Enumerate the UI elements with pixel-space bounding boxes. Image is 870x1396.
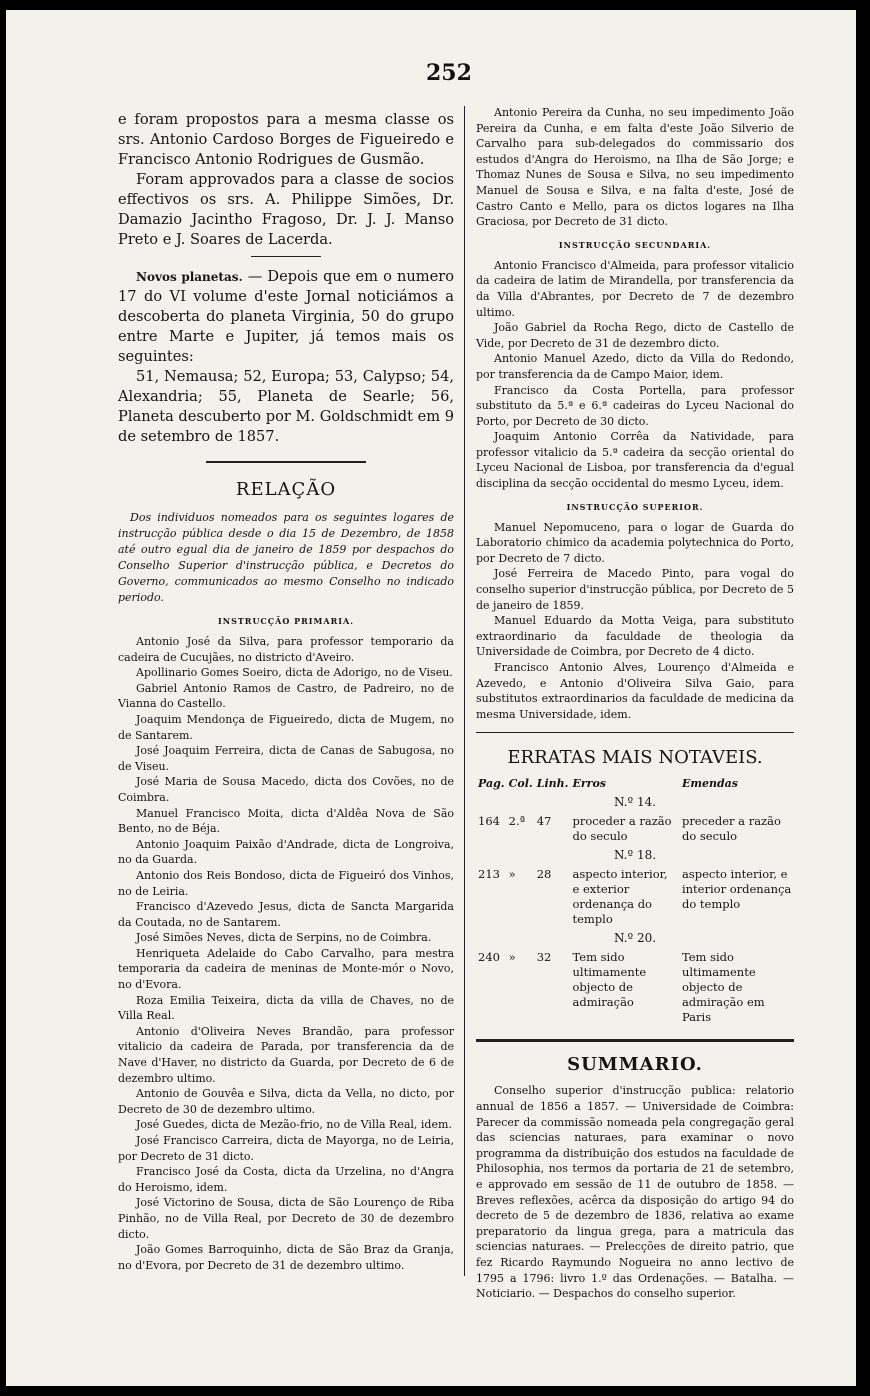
list-item: Apollinario Gomes Soeiro, dicta de Adorigo, no de Viseu. [136,666,453,680]
list-item: Joaquim Mendonça de Figueiredo, dicta de Mugem, no de Santarem. [118,712,454,742]
col-header-emendas: Emendas [681,777,738,791]
col-header-linh: Linh. [536,777,569,791]
list-item: João Gomes Barroquinho, dicta de São Braz da Granja, no d'Evora, por Decreto de 31 de dezembro ultimo. [118,1243,454,1272]
cell-col: » [508,867,516,882]
list-item: José Ferreira de Macedo Pinto, para vogal do conselho superior d'instrucção pública, por Decreto de 5 de janeiro de 1859. [476,567,794,612]
list-item: José Guedes, dicta de Mezão-frio, no de Villa Real, idem. [136,1118,452,1132]
list-item: João Gabriel da Rocha Rego, dicto de Castello de Vide, por Decreto de 31 de dezembro dicto. [476,321,794,350]
secundaria-list [476,258,794,492]
list-item: Manuel Eduardo da Motta Veiga, para substituto extraordinario da faculdade de theologia da Universidade de Coimbra, por Decreto de 4 dicto. [476,614,794,659]
list-item: José Joaquim Ferreira, dicta de Canas de Sabugosa, no de Viseu. [118,744,454,773]
list-item: José Victorino de Sousa, dicta de São Lourenço de Riba Pinhão, no de Villa Real, por Decreto de 30 de dezembro dicto. [118,1196,454,1241]
list-item: Antonio Joaquim Paixão d'Andrade, dicta de Longroiva, no da Guarda. [118,837,454,867]
list-item: Antonio d'Oliveira Neves Brandão, para professor vitalicio da cadeira de Parada, por transferencia da de Nave d'Haver, no districto da Guarda, por Decreto de 6 de dezembro ultimo. [118,1024,454,1085]
list-item: Antonio de Gouvêa e Silva, dicta da Vella, no dicto, por Decreto de 30 de dezembro ultimo. [118,1087,454,1116]
novos-planetas-heading: Novos planetas. [136,270,243,284]
superior-list [476,520,794,723]
col-header-erros: Erros [572,777,606,791]
col-header-col: Col. [508,777,533,791]
paragraph-planets [118,267,454,367]
list-item: Joaquim Antonio Corrêa da Natividade, para professor vitalicio da 5.ª cadeira da secção oriental do Lyceu Nacional de Lisboa, por transferencia da d'egual disciplina da secção occidental do mesmo Lyceu, idem. [476,430,794,491]
superior-heading: INSTRUCÇÃO SUPERIOR. [566,501,704,512]
list-item: José Francisco Carreira, dicta de Mayorga, no de Leiria, por Decreto de 31 dicto. [118,1134,454,1163]
erratas-table [476,774,794,1027]
table-row [476,948,794,1027]
list-item: Francisco da Costa Portella, para professor substituto da 5.ª e 6.ª cadeiras do Lyceu Nacional do Porto, por Decreto de 30 dicto. [476,383,794,428]
thick-rule [476,1039,794,1042]
subdelegados-entry: Antonio Pereira da Cunha, no seu impedimento João Pereira da Cunha, e em falta d'este João Silverio de Carvalho para sub-delegados do commissario dos estudos d'Angra do Heroismo, na Ilha de São Jorge; e Thomaz Nunes de Sousa e Silva, no seu impedimento Manuel de Sousa e Silva, e na falta d'este, José de Castro Canto e Mello, para os dictos logares na Ilha Graciosa, por Decreto de 31 dicto. [476,106,794,229]
cell-pag: 213 [478,867,500,882]
primaria-heading: INSTRUCÇÃO PRIMARIA. [218,616,354,626]
erratas-body [476,793,794,1027]
list-item: Manuel Francisco Moita, dicta d'Aldêa Nova de São Bento, no de Béja. [118,806,454,836]
cell-linh: 47 [536,814,552,829]
right-column [476,105,794,1302]
planet-list: 51, Nemausa; 52, Europa; 53, Calypso; 54, Alexandria; 55, Planeta de Searle; 56, Planeta descuberto por M. Goldschmidt em 9 de setembro de 1857. [118,368,454,445]
column-divider [464,106,465,1276]
page-number: 252 [426,60,472,86]
paragraph-approvals: Foram approvados para a classe de socios effectivos os srs. A. Philippe Simões, Dr. Damazio Jacintho Fragoso, Dr. J. J. Manso Preto e J. Soares de Lacerda. [118,171,454,248]
cell-col: 2.ª [508,814,526,829]
paragraph-proposals: e foram propostos para a mesma classe os srs. Antonio Cardoso Borges de Figueiredo e Francisco Antonio Rodrigues de Gusmão. [118,111,454,168]
journal-number: N.º 14. [613,795,657,810]
list-item: Antonio José da Silva, para professor temporario da cadeira de Cucujães, no districto d'Aveiro. [118,635,454,664]
list-item: José Maria de Sousa Macedo, dicta dos Covões, no de Coimbra. [118,775,454,804]
cell-linh: 32 [536,950,552,965]
list-item: Gabriel Antonio Ramos de Castro, de Padreiro, no de Vianna do Castello. [118,681,454,711]
cell-erro: aspecto interior, e exterior ordenança do templo [572,867,668,927]
summario-title: SUMMARIO. [567,1054,703,1076]
cell-col: » [508,950,516,965]
list-item: Antonio dos Reis Bondoso, dicta de Figueiró dos Vinhos, no de Leiria. [118,868,454,898]
erratas-header-row [476,774,794,793]
table-row [476,812,794,846]
cell-linh: 28 [536,867,552,882]
section-rule [476,732,794,733]
novos-planetas-text: — Depois que em o numero 17 do VI volume d'este Jornal noticiámos a descoberta do planeta Virginia, 50 do grupo entre Marte e Jupiter, já temos mais os seguintes: [118,268,454,365]
ornamental-rule [206,461,366,463]
col-header-pag: Pag. [478,777,505,791]
left-column [118,110,454,1273]
cell-erro: Tem sido ultimamente objecto de admiração [572,950,647,1010]
list-item: Francisco d'Azevedo Jesus, dicta de Sancta Margarida da Coutada, no de Santarem. [118,900,454,929]
erratas-title: ERRATAS MAIS NOTAVEIS. [507,747,763,769]
list-item: Antonio Francisco d'Almeida, para professor vitalicio da cadeira de latim de Mirandella, por transferencia da da Villa d'Abrantes, por Decreto de 7 de dezembro ultimo. [476,258,794,319]
table-row [476,865,794,929]
cell-erro: proceder a razão do seculo [572,814,672,844]
cell-pag: 240 [478,950,500,965]
relacao-title: RELAÇÃO [235,479,337,500]
cell-emenda: aspecto interior, e interior ordenança do templo [681,867,792,912]
list-item: Francisco José da Costa, dicta da Urzelina, no d'Angra do Heroismo, idem. [118,1165,454,1194]
cell-emenda: Tem sido ultimamente objecto de admiração em Paris [681,950,765,1025]
list-item: Henriqueta Adelaide do Cabo Carvalho, para mestra temporaria da cadeira de meninas de Monte-mór o Novo, no d'Evora. [118,946,454,992]
cell-emenda: preceder a razão do seculo [681,814,781,844]
primaria-list [118,634,454,1273]
page-sheet [6,10,856,1386]
cell-pag: 164 [478,814,500,829]
journal-number: N.º 18. [613,848,657,863]
erratas-number-row [476,793,794,812]
relacao-intro: Dos individuos nomeados para os seguintes logares de instrucção pública desde o dia 15 de Dezembro, de 1858 até outro egual dia de janeiro de 1859 por despachos do Conselho Superior d'instrucção pública, e Decretos do Governo, communicados ao mesmo Conselho no indicado periodo. [118,511,454,604]
secundaria-heading: INSTRUCÇÃO SECUNDARIA. [558,239,712,250]
list-item: Roza Emilia Teixeira, dicta da villa de Chaves, no de Villa Real. [118,993,454,1023]
summario-text: Conselho superior d'instrucção publica: relatorio annual de 1856 a 1857. — Universidade de Coimbra: Parecer da commissão nomeada pela congregação geral das sciencias naturaes, para examinar o novo programma da distribuição dos estudos na faculdade de Philosophia, nos termos da portaria de 21 de setembro, e approvado em sessão de 11 de outubro de 1858. — Breves reflexões, acêrca da disposição do artigo 94 do decreto de 5 de dezembro de 1836, relativa ao exame preparatorio da lingua grega, para a matricula das sciencias naturaes. — Prelecções de direito patrio, que fez Ricardo Raymundo Nogueira no anno lectivo de 1795 a 1796: livro 1.º das Ordenações. — Batalha. — Noticiario. — Despachos do conselho superior. [476,1084,794,1301]
short-rule [251,256,321,257]
erratas-number-row [476,929,794,948]
list-item: José Simões Neves, dicta de Serpins, no de Coimbra. [136,931,432,945]
list-item: Antonio Manuel Azedo, dicto da Villa do Redondo, por transferencia da de Campo Maior, idem. [476,352,794,381]
list-item: Manuel Nepomuceno, para o logar de Guarda do Laboratorio chimico da academia polytechnica do Porto, por Decreto de 7 dicto. [476,520,794,565]
erratas-number-row [476,846,794,865]
journal-number: N.º 20. [613,931,657,946]
list-item: Francisco Antonio Alves, Lourenço d'Almeida e Azevedo, e Antonio d'Oliveira Silva Gaio, para substitutos extraordinarios da faculdade de medicina da mesma Universidade, idem. [476,661,794,721]
